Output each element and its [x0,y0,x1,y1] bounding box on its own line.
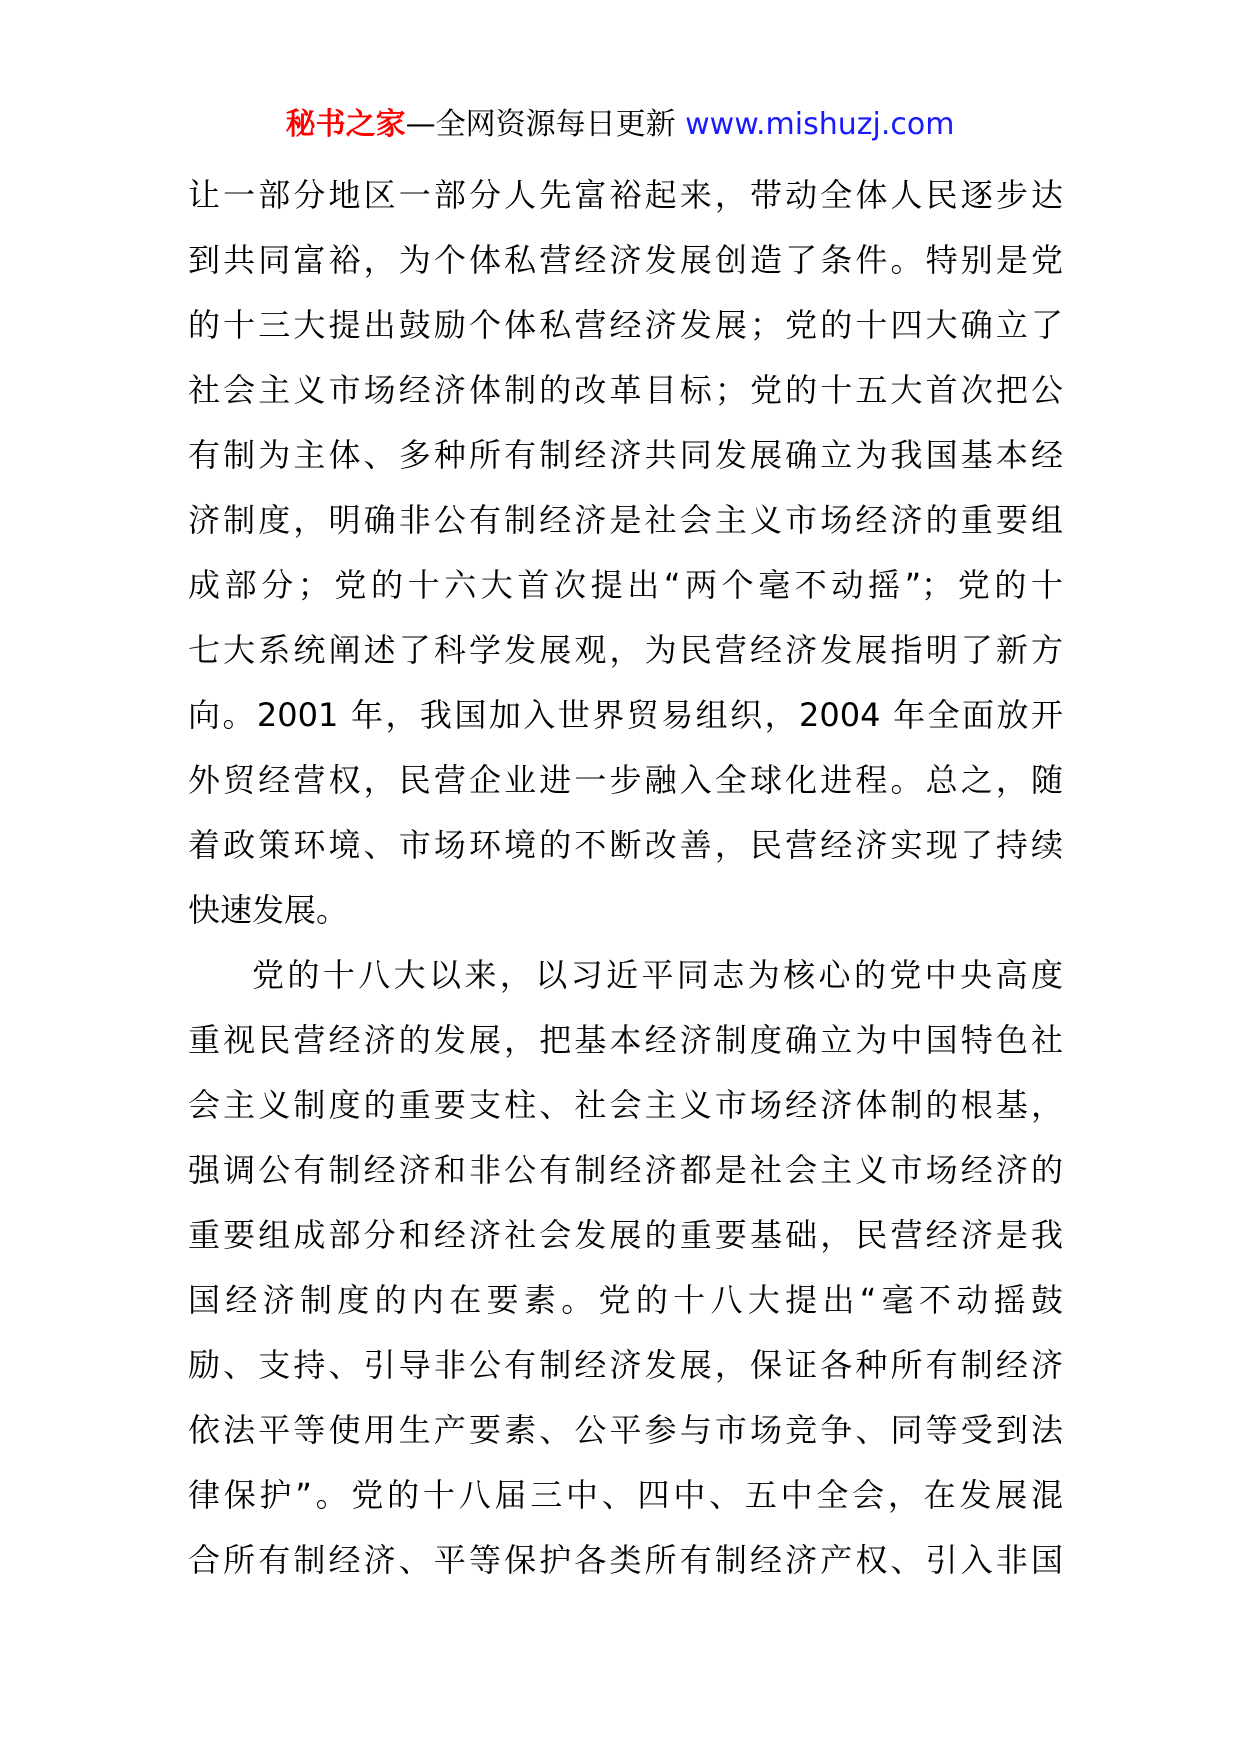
paragraph-line: 社会主义市场经济体制的改革目标；党的十五大首次把公 [188,371,1063,409]
paragraph-line: 励、支持、引导非公有制经济发展，保证各种所有制经济 [188,1346,1063,1384]
paragraph-line: 让一部分地区一部分人先富裕起来，带动全体人民逐步达 [188,176,1063,214]
header-brand: 秘书之家 [285,107,406,142]
paragraph-line: 外贸经营权，民营企业进一步融入全球化进程。总之，随 [188,761,1063,799]
paragraph-line: 到共同富裕，为个体私营经济发展创造了条件。特别是党 [188,241,1063,279]
header-site-link[interactable]: www.mishuzj.com [685,107,955,142]
paragraph-line: 七大系统阐述了科学发展观，为民营经济发展指明了新方 [188,631,1063,669]
paragraph-line: 向。2001 年，我国加入世界贸易组织，2004 年全面放开 [188,696,1063,734]
paragraph-line: 的十三大提出鼓励个体私营经济发展；党的十四大确立了 [188,306,1063,344]
header-tagline: —全网资源每日更新 [405,107,686,142]
paragraph-line: 成部分；党的十六大首次提出“两个毫不动摇”；党的十 [188,566,1063,604]
paragraph-line: 快速发展。 [188,891,349,929]
paragraph-line: 律保护”。党的十八届三中、四中、五中全会，在发展混 [188,1476,1063,1514]
paragraph-line: 有制为主体、多种所有制经济共同发展确立为我国基本经 [188,436,1063,474]
paragraph-line: 强调公有制经济和非公有制经济都是社会主义市场经济的 [188,1151,1063,1189]
paragraph-line: 依法平等使用生产要素、公平参与市场竞争、同等受到法 [188,1411,1063,1449]
paragraph-line: 重要组成部分和经济社会发展的重要基础，民营经济是我 [188,1216,1063,1254]
body-text [188,163,1063,1593]
paragraph-line: 着政策环境、市场环境的不断改善，民营经济实现了持续 [188,826,1063,864]
paragraph-line: 合所有制经济、平等保护各类所有制经济产权、引入非国 [188,1541,1063,1579]
paragraph-line: 党的十八大以来，以习近平同志为核心的党中央高度 [252,956,1063,994]
paragraph-line: 会主义制度的重要支柱、社会主义市场经济体制的根基， [188,1086,1063,1124]
page-header [0,104,1240,146]
paragraph-line: 重视民营经济的发展，把基本经济制度确立为中国特色社 [188,1021,1063,1059]
paragraph-line: 济制度，明确非公有制经济是社会主义市场经济的重要组 [188,501,1063,539]
paragraph-line: 国经济制度的内在要素。党的十八大提出“毫不动摇鼓 [188,1281,1063,1319]
